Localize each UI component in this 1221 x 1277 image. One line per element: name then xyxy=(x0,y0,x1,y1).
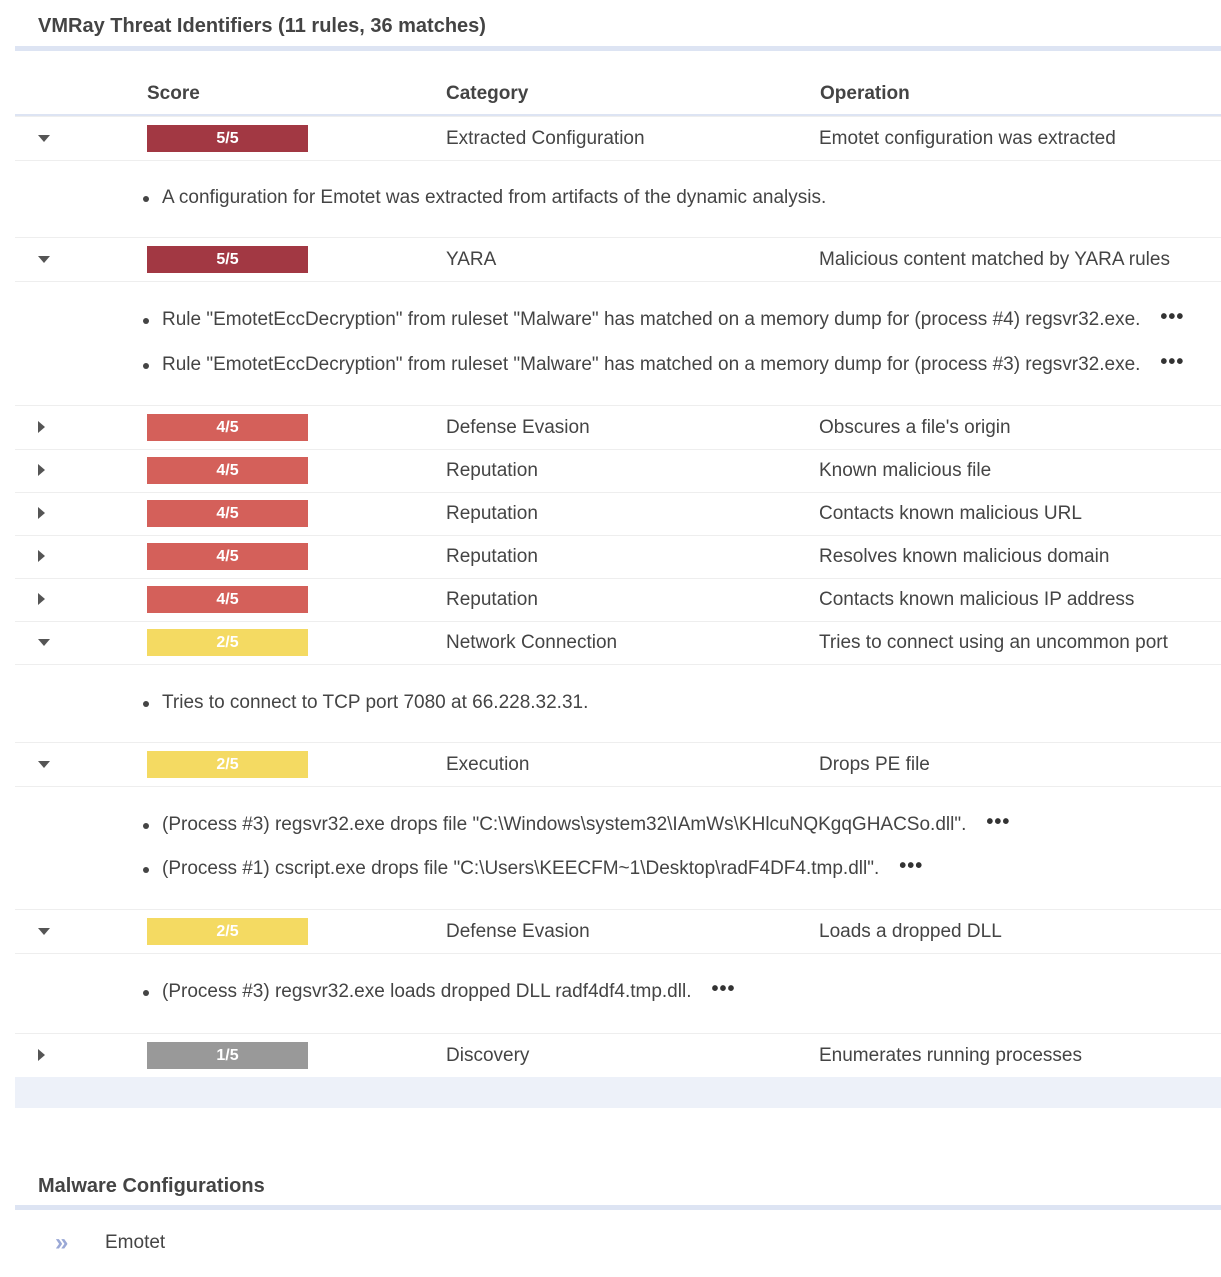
table-footer xyxy=(15,1077,1221,1108)
rule-row[interactable] xyxy=(15,578,1221,622)
rule-row[interactable] xyxy=(15,743,1221,787)
title-divider xyxy=(15,1205,1221,1210)
rule-category: Extracted Configuration xyxy=(446,128,645,149)
caret-right-icon xyxy=(38,421,45,433)
rule-details xyxy=(15,787,1221,910)
detail-text: Tries to connect to TCP port 7080 at 66.228.32.31. xyxy=(162,692,589,713)
column-header-score: Score xyxy=(147,83,200,104)
expand-toggle[interactable] xyxy=(15,578,75,621)
rule-details xyxy=(15,282,1221,406)
detail-item xyxy=(162,855,924,880)
score-badge: 4/5 xyxy=(147,500,308,527)
detail-text: Rule "EmotetEccDecryption" from ruleset "Malware" has matched on a memory dump for (process #4) regsvr32.exe. xyxy=(162,309,1141,330)
rule-operation: Tries to connect using an uncommon port xyxy=(819,632,1168,653)
rule-category: Reputation xyxy=(446,546,538,567)
caret-down-icon xyxy=(38,761,50,768)
rule-row[interactable] xyxy=(15,1034,1221,1078)
rule-details xyxy=(15,160,1221,238)
more-options-button[interactable]: ••• xyxy=(1160,306,1185,328)
detail-text: (Process #3) regsvr32.exe loads dropped DLL radf4df4.tmp.dll. xyxy=(162,981,692,1002)
column-header-category: Category xyxy=(446,83,529,104)
score-badge: 5/5 xyxy=(147,125,308,152)
rule-row[interactable] xyxy=(15,238,1221,282)
score-badge: 2/5 xyxy=(147,918,308,945)
detail-item xyxy=(162,978,736,1003)
malware-config-item[interactable] xyxy=(15,1222,1221,1266)
rule-operation: Obscures a file's origin xyxy=(819,417,1011,438)
rule-category: Defense Evasion xyxy=(446,417,590,438)
rule-row[interactable] xyxy=(15,449,1221,493)
score-badge: 4/5 xyxy=(147,543,308,570)
collapse-toggle[interactable] xyxy=(15,117,75,160)
rule-row[interactable] xyxy=(15,492,1221,536)
score-badge: 2/5 xyxy=(147,629,308,656)
collapse-toggle[interactable] xyxy=(15,910,75,953)
rule-operation: Resolves known malicious domain xyxy=(819,546,1110,567)
rule-category: Reputation xyxy=(446,503,538,524)
rule-category: Network Connection xyxy=(446,632,618,653)
caret-down-icon xyxy=(38,135,50,142)
rule-category: Reputation xyxy=(446,589,538,610)
rule-category: Discovery xyxy=(446,1045,530,1066)
rule-operation: Known malicious file xyxy=(819,460,992,481)
detail-text: Rule "EmotetEccDecryption" from ruleset "Malware" has matched on a memory dump for (process #3) regsvr32.exe. xyxy=(162,354,1141,375)
score-badge: 2/5 xyxy=(147,751,308,778)
detail-text: (Process #1) cscript.exe drops file "C:\Users\KEECFM~1\Desktop\radF4DF4.tmp.dll". xyxy=(162,858,880,879)
title-divider xyxy=(15,46,1221,51)
double-chevron-right-icon[interactable]: » xyxy=(55,1229,69,1256)
caret-right-icon xyxy=(38,507,45,519)
rule-operation: Contacts known malicious IP address xyxy=(819,589,1135,610)
rule-operation: Enumerates running processes xyxy=(819,1045,1082,1066)
caret-right-icon xyxy=(38,1049,45,1061)
score-badge: 1/5 xyxy=(147,1042,308,1069)
collapse-toggle[interactable] xyxy=(15,743,75,786)
caret-down-icon xyxy=(38,928,50,935)
rule-operation: Contacts known malicious URL xyxy=(819,503,1082,524)
detail-item xyxy=(162,351,1185,376)
detail-item xyxy=(162,187,826,209)
rule-row[interactable] xyxy=(15,535,1221,579)
caret-right-icon xyxy=(38,593,45,605)
column-header-operation: Operation xyxy=(820,83,910,104)
rule-details xyxy=(15,665,1221,743)
expand-toggle[interactable] xyxy=(15,449,75,492)
more-options-button[interactable]: ••• xyxy=(986,811,1011,833)
more-options-button[interactable]: ••• xyxy=(1160,351,1185,373)
rule-row[interactable] xyxy=(15,910,1221,954)
threat-identifiers-title: VMRay Threat Identifiers (11 rules, 36 matches) xyxy=(38,15,486,37)
rule-operation: Malicious content matched by YARA rules xyxy=(819,249,1170,270)
expand-toggle[interactable] xyxy=(15,1034,75,1077)
rule-category: Defense Evasion xyxy=(446,921,590,942)
rule-operation: Drops PE file xyxy=(819,754,930,775)
score-badge: 4/5 xyxy=(147,414,308,441)
caret-right-icon xyxy=(38,550,45,562)
malware-config-label[interactable]: Emotet xyxy=(105,1232,166,1253)
detail-item xyxy=(162,811,1011,836)
rule-details xyxy=(15,954,1221,1034)
caret-right-icon xyxy=(38,464,45,476)
expand-toggle[interactable] xyxy=(15,406,75,449)
more-options-button[interactable]: ••• xyxy=(711,978,736,1000)
expand-toggle[interactable] xyxy=(15,492,75,535)
score-badge: 4/5 xyxy=(147,586,308,613)
rule-row[interactable] xyxy=(15,621,1221,665)
rule-operation: Loads a dropped DLL xyxy=(819,921,1002,942)
malware-configurations-title: Malware Configurations xyxy=(38,1175,265,1197)
detail-text: A configuration for Emotet was extracted from artifacts of the dynamic analysis. xyxy=(162,187,827,208)
rule-category: Execution xyxy=(446,754,530,775)
collapse-toggle[interactable] xyxy=(15,621,75,664)
detail-text: (Process #3) regsvr32.exe drops file "C:\Windows\system32\IAmWs\KHlcuNQKgqGHACSo.dll". xyxy=(162,814,967,835)
rule-row[interactable] xyxy=(15,116,1221,161)
more-options-button[interactable]: ••• xyxy=(899,855,924,877)
caret-down-icon xyxy=(38,639,50,646)
expand-toggle[interactable] xyxy=(15,535,75,578)
rule-row[interactable] xyxy=(15,406,1221,450)
detail-item xyxy=(162,306,1185,331)
score-badge: 5/5 xyxy=(147,246,308,273)
detail-item xyxy=(162,692,588,714)
collapse-toggle[interactable] xyxy=(15,238,75,281)
rule-category: YARA xyxy=(446,249,497,270)
caret-down-icon xyxy=(38,256,50,263)
rule-operation: Emotet configuration was extracted xyxy=(819,128,1116,149)
score-badge: 4/5 xyxy=(147,457,308,484)
rule-category: Reputation xyxy=(446,460,538,481)
